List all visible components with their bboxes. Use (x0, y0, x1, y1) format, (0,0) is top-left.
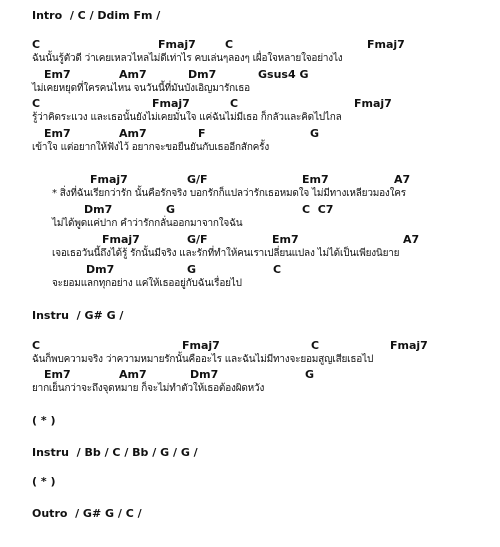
chord: Em7 (44, 68, 71, 81)
lyric-line (0, 352, 500, 368)
repeat-chorus-marker: ( * ) (32, 475, 56, 488)
lyric-line (0, 381, 500, 397)
lyric-line (0, 246, 500, 262)
instru-line (0, 445, 500, 461)
chord: Em7 (302, 173, 329, 186)
chord: G/F (187, 233, 208, 246)
chord: C (32, 97, 41, 110)
lyric: * สิ่งที่ฉันเรียกว่ารัก นั้นคือรักจริง บอกรักก็แปลว่ารักเธอหมดใจ ไม่มีทางเหลียวมองใคร (52, 188, 406, 199)
lyric: ไม่ได้พูดแค่ปาก คำว่ารักกลั่นออกมาจากใจฉัน (52, 218, 243, 229)
lyric-line (0, 276, 500, 292)
section-instru: Instru / G# G / (32, 309, 124, 322)
chord: A7 (394, 173, 411, 186)
chord: A7 (403, 233, 420, 246)
chord: Fmaj7 (367, 38, 405, 51)
chord: G (305, 368, 315, 381)
lyric: จะยอมแลกทุกอย่าง แค่ให้เธออยู่กับฉันเรื่อยไป (52, 278, 242, 289)
instru-line (0, 308, 500, 324)
lyric-line (0, 51, 500, 67)
chord: Fmaj7 (90, 173, 128, 186)
lyric: รู้ว่าคิดระแวง และเธอนั้นยังไม่เคยมั่นใจ แค่ฉันไม่มีเธอ ก็กลัวและคิดไปไกล (32, 112, 342, 123)
chord: Gsus4 G (258, 68, 309, 81)
outro-line (0, 506, 500, 522)
chord: C (32, 339, 41, 352)
chord: C (230, 97, 239, 110)
chord: Dm7 (188, 68, 217, 81)
chord: G (310, 127, 320, 140)
chord: Fmaj7 (152, 97, 190, 110)
chord: Dm7 (86, 263, 115, 276)
chord: Em7 (44, 368, 71, 381)
chord: C (311, 339, 320, 352)
chord: F (198, 127, 206, 140)
chord: Fmaj7 (390, 339, 428, 352)
chord: Fmaj7 (354, 97, 392, 110)
lyric-line (0, 81, 500, 97)
lyric: เข้าใจ แต่อยากให้ฟังไว้ อยากจะขอยืนยันกับเธออีกสักครั้ง (32, 142, 270, 153)
lyric-line (0, 216, 500, 232)
chord: Fmaj7 (102, 233, 140, 246)
chord: Fmaj7 (158, 38, 196, 51)
chord: G (166, 203, 176, 216)
chord: Em7 (272, 233, 299, 246)
intro-line (0, 8, 500, 24)
lyric: ฉันก็พบความจริง ว่าความหมายรักนั้นคืออะไร และฉันไม่มีทางจะยอมสูญเสียเธอไป (32, 354, 374, 365)
lyric-line (0, 140, 500, 156)
chord: Am7 (119, 127, 147, 140)
chord: Am7 (119, 68, 147, 81)
chord: Am7 (119, 368, 147, 381)
chord: Em7 (44, 127, 71, 140)
repeat-chorus-marker: ( * ) (32, 414, 56, 427)
chord: C (32, 38, 41, 51)
section-instru: Instru / Bb / C / Bb / G / G / (32, 446, 198, 459)
chord: Dm7 (190, 368, 219, 381)
chord: G (187, 263, 197, 276)
chord: G/F (187, 173, 208, 186)
chord: Dm7 (84, 203, 113, 216)
chord: Fmaj7 (182, 339, 220, 352)
lyric: ฉันนั้นรู้ตัวดี ว่าเคยเหลวไหลไม่ดีเท่าไร คบเล่นๆลองๆ เผื่อใจหลายใจอย่างไง (32, 53, 343, 64)
section-outro: Outro / G# G / C / (32, 507, 142, 520)
section-intro: Intro / C / Ddim Fm / (32, 9, 161, 22)
lyric: เจอเธอวันนี้ถึงได้รู้ รักนั้นมีจริง และรักที่ทำให้คนเราเปลี่ยนแปลง ไม่ได้เป็นเพียงนิยาย (52, 248, 400, 259)
chord: C (225, 38, 234, 51)
lyric-line (0, 110, 500, 126)
lyric: ไม่เคยหยุดที่ใครคนไหน จนวันนี้ที่มันบังเอิญมารักเธอ (32, 83, 250, 94)
lyric-line (0, 186, 500, 202)
lyric: ยากเย็นกว่าจะถึงจุดหมาย ก็จะไม่ทำตัวให้เธอต้องผิดหวัง (32, 383, 265, 394)
chord: C C7 (302, 203, 334, 216)
chord: C (273, 263, 282, 276)
repeat-marker (0, 413, 500, 429)
repeat-marker (0, 474, 500, 490)
